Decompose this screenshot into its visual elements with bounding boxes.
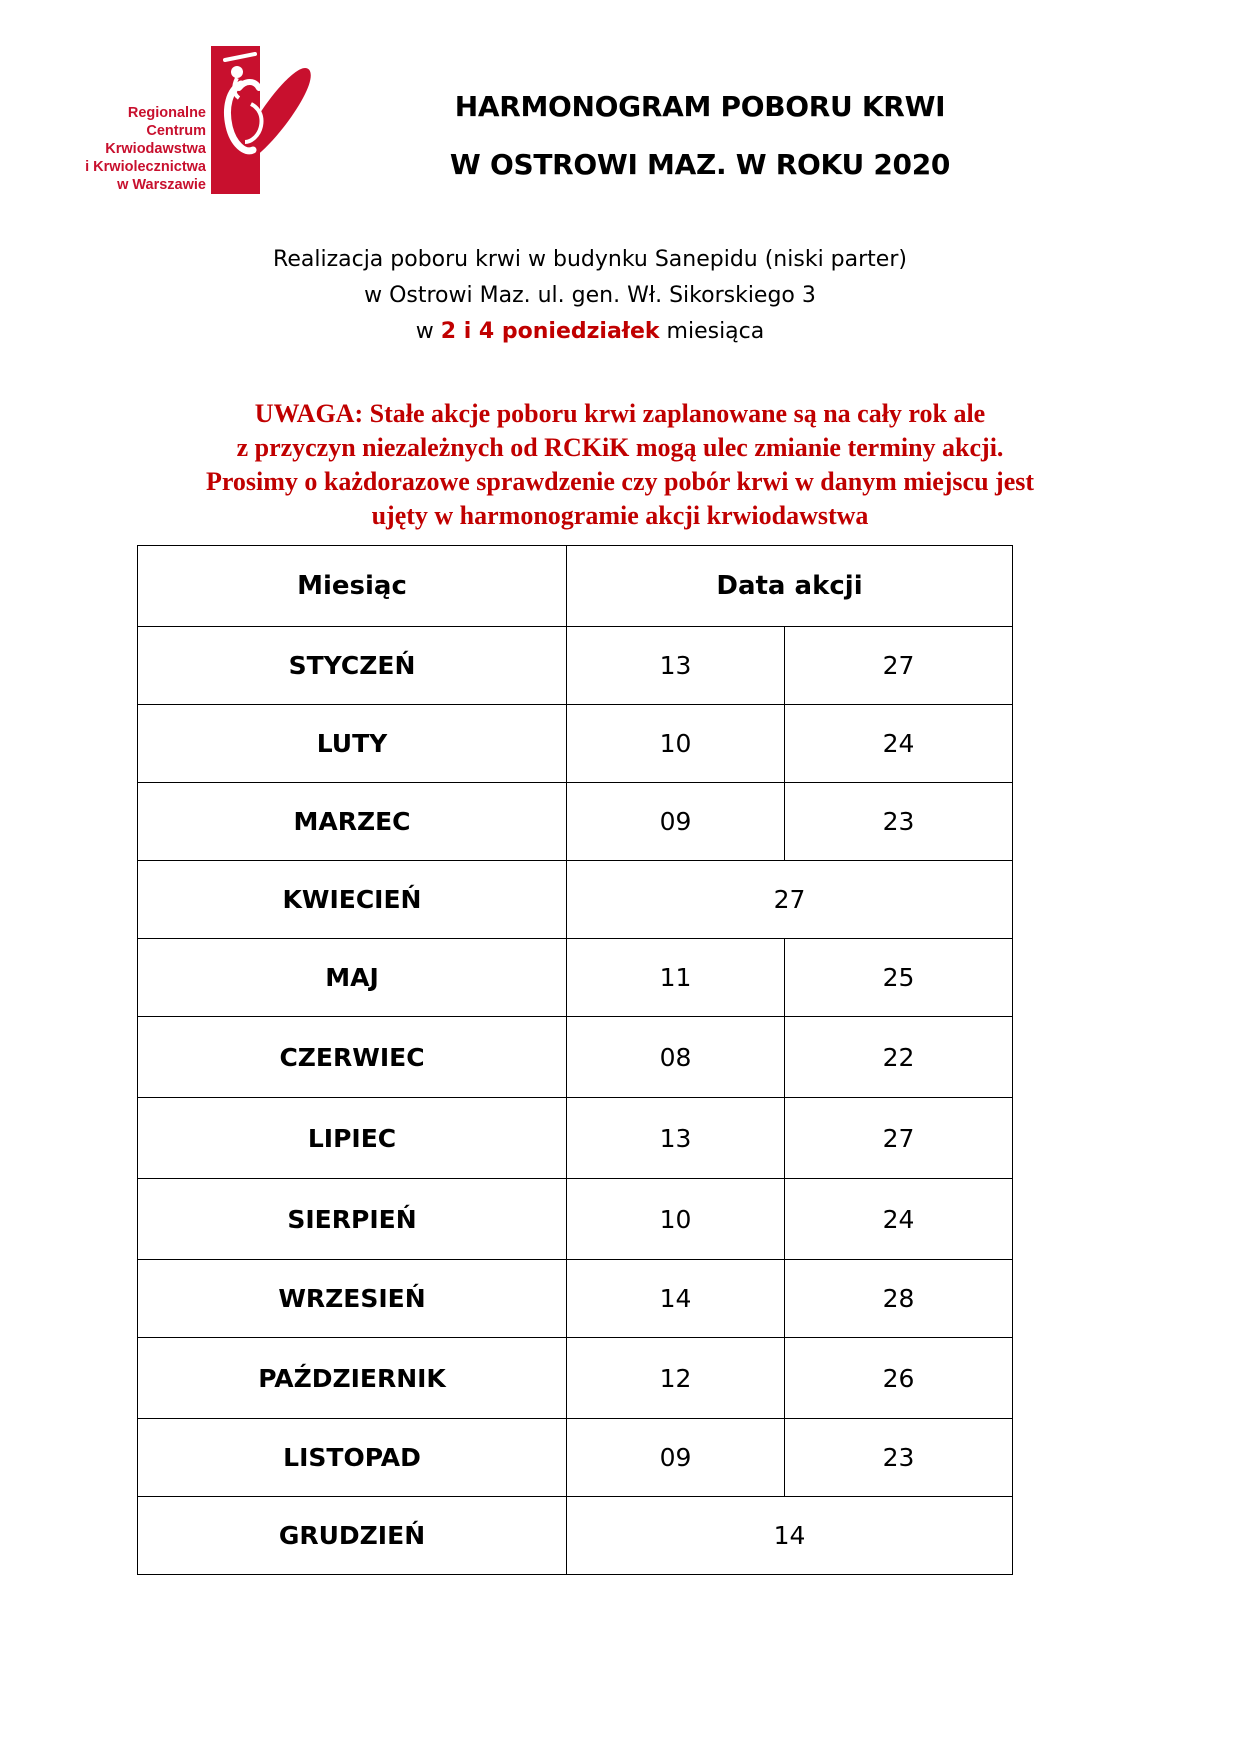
header-date: Data akcji — [567, 546, 1013, 627]
info-line-2: w Ostrowi Maz. ul. gen. Wł. Sikorskiego 3 — [364, 283, 816, 308]
month-cell: WRZESIEŃ — [138, 1260, 567, 1338]
location-info — [200, 242, 980, 350]
date-cell: 23 — [785, 1419, 1013, 1497]
table-header-row — [138, 546, 1013, 627]
table-row — [138, 1419, 1013, 1497]
notice-line-4: ujęty w harmonogramie akcji krwiodawstwa — [371, 501, 869, 530]
date-cell: 14 — [567, 1497, 1013, 1575]
month-cell: MARZEC — [138, 783, 567, 861]
table-row — [138, 1017, 1013, 1098]
notice-line-3: Prosimy o każdorazowe sprawdzenie czy pobór krwi w danym miejscu jest — [205, 467, 1035, 496]
date-cell: 24 — [785, 705, 1013, 783]
date-cell: 08 — [567, 1017, 785, 1098]
table-row — [138, 783, 1013, 861]
date-cell: 14 — [567, 1260, 785, 1338]
table-row — [138, 1260, 1013, 1338]
info-line-3 — [200, 314, 980, 350]
table-row — [138, 1497, 1013, 1575]
date-cell: 12 — [567, 1338, 785, 1419]
page-title — [440, 78, 960, 194]
info-line-3-prefix: w — [415, 319, 434, 344]
month-cell: GRUDZIEŃ — [138, 1497, 567, 1575]
date-cell: 25 — [785, 939, 1013, 1017]
month-cell: MAJ — [138, 939, 567, 1017]
notice-line-1: UWAGA: Stałe akcje poboru krwi zaplanowane są na cały rok ale — [254, 399, 986, 428]
date-cell: 10 — [567, 1179, 785, 1260]
info-schedule-highlight: 2 i 4 poniedziałek — [440, 319, 660, 344]
date-cell: 11 — [567, 939, 785, 1017]
date-cell: 27 — [785, 627, 1013, 705]
table-row — [138, 939, 1013, 1017]
date-cell: 26 — [785, 1338, 1013, 1419]
date-cell: 27 — [785, 1098, 1013, 1179]
logo-text-line: Regionalne — [127, 105, 206, 121]
month-cell: LUTY — [138, 705, 567, 783]
notice-line-2: z przyczyn niezależnych od RCKiK mogą ulec zmianie terminy akcji. — [236, 433, 1004, 462]
month-cell: KWIECIEŃ — [138, 861, 567, 939]
table-row — [138, 705, 1013, 783]
table-row — [138, 1098, 1013, 1179]
table-row — [138, 627, 1013, 705]
logo-text-line: Centrum — [146, 123, 206, 139]
table-row — [138, 861, 1013, 939]
info-line-3-suffix: miesiąca — [666, 319, 765, 344]
rckik-logo — [70, 46, 320, 196]
date-cell: 13 — [567, 1098, 785, 1179]
title-line-2: W OSTROWI MAZ. W ROKU 2020 — [449, 148, 951, 181]
month-cell: LIPIEC — [138, 1098, 567, 1179]
date-cell: 13 — [567, 627, 785, 705]
date-cell: 09 — [567, 1419, 785, 1497]
date-cell: 28 — [785, 1260, 1013, 1338]
logo-text-line: i Krwiolecznictwa — [85, 159, 206, 175]
month-cell: CZERWIEC — [138, 1017, 567, 1098]
date-cell: 27 — [567, 861, 1013, 939]
month-cell: LISTOPAD — [138, 1419, 567, 1497]
logo-text — [46, 104, 206, 194]
header-month: Miesiąc — [138, 546, 567, 627]
logo-text-line: Krwiodawstwa — [105, 141, 206, 157]
date-cell: 22 — [785, 1017, 1013, 1098]
schedule-table — [137, 545, 1013, 1575]
table-row — [138, 1179, 1013, 1260]
mermaid-drop-logo-icon — [211, 46, 321, 196]
date-cell: 24 — [785, 1179, 1013, 1260]
table-row — [138, 1338, 1013, 1419]
date-cell: 23 — [785, 783, 1013, 861]
warning-notice — [110, 397, 1130, 533]
month-cell: PAŹDZIERNIK — [138, 1338, 567, 1419]
date-cell: 09 — [567, 783, 785, 861]
month-cell: STYCZEŃ — [138, 627, 567, 705]
title-line-1: HARMONOGRAM POBORU KRWI — [454, 90, 946, 123]
info-line-1: Realizacja poboru krwi w budynku Sanepidu (niski parter) — [273, 247, 907, 272]
month-cell: SIERPIEŃ — [138, 1179, 567, 1260]
date-cell: 10 — [567, 705, 785, 783]
logo-text-line: w Warszawie — [117, 177, 206, 193]
